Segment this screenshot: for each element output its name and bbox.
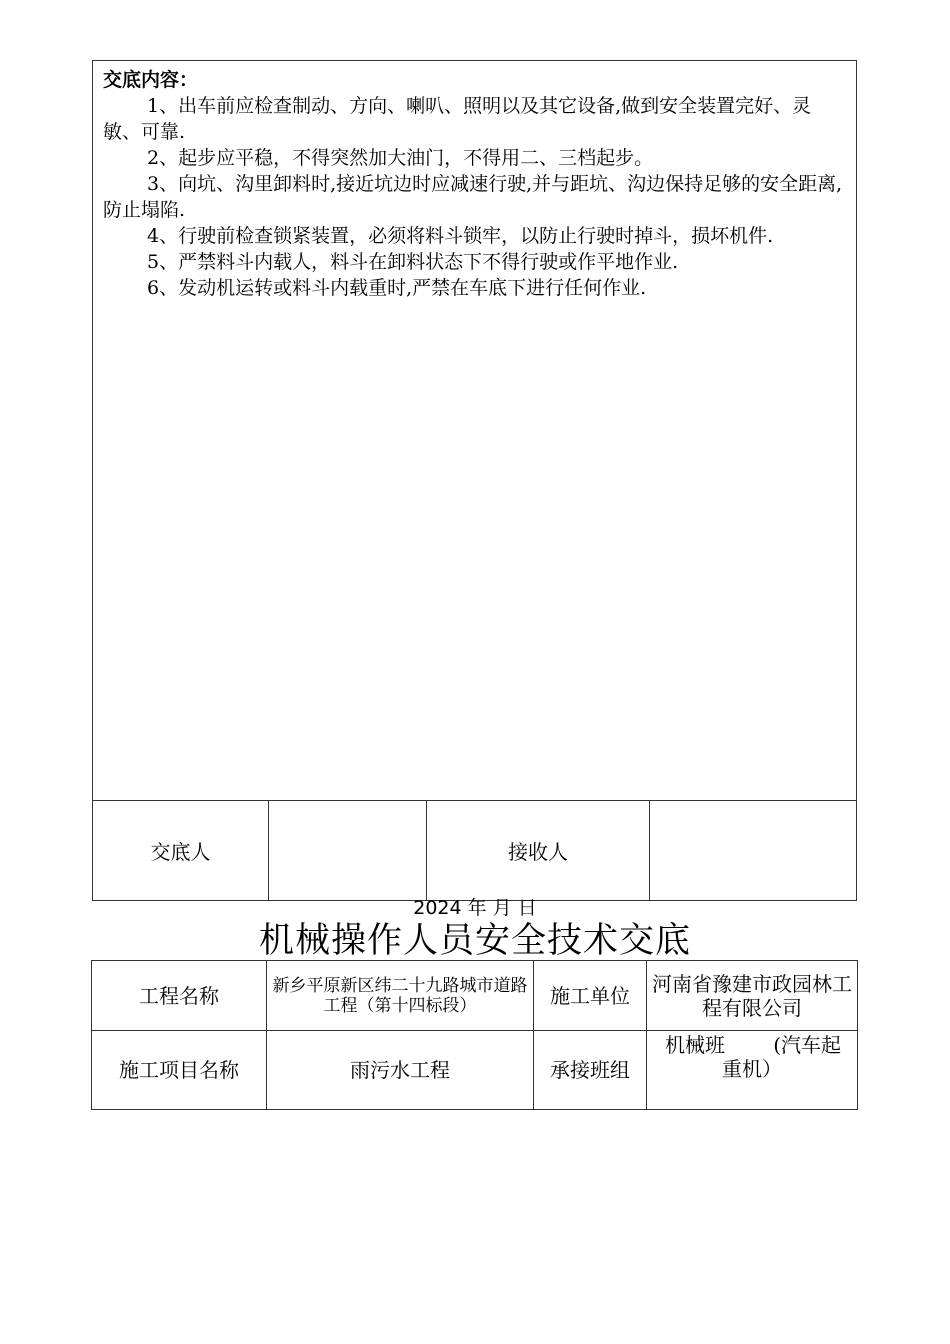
team-value — [647, 1031, 858, 1110]
disclosure-item-3: 3、向坑、沟里卸料时,接近坑边时应减速行驶,并与距坑、沟边保持足够的安全距离,防止塌陷. — [103, 173, 843, 221]
project-info-row-1 — [92, 961, 858, 1031]
contractor-value: 河南省豫建市政园林工程有限公司 — [647, 961, 858, 1031]
disclosure-table — [92, 60, 857, 901]
giver-label: 交底人 — [93, 801, 269, 901]
document-title: 机械操作人员安全技术交底 — [258, 921, 691, 961]
team-label: 承接班组 — [534, 1031, 647, 1110]
date-line: 2024 年 月 日 — [413, 897, 537, 919]
team-value-part1: 机械班 — [665, 1033, 725, 1057]
disclosure-item-1: 1、出车前应检查制动、方向、喇叭、照明以及其它设备,做到安全装置完好、灵敏、可靠. — [103, 95, 812, 143]
project-name-value: 新乡平原新区纬二十九路城市道路工程（第十四标段） — [267, 961, 534, 1031]
disclosure-heading: 交底内容： — [103, 69, 199, 91]
disclosure-item-6: 6、发动机运转或料斗内载重时,严禁在车底下进行任何作业. — [147, 277, 647, 299]
contractor-label: 施工单位 — [534, 961, 647, 1031]
item-name-label: 施工项目名称 — [92, 1031, 267, 1110]
project-info-row-2 — [92, 1031, 858, 1110]
item-name-value: 雨污水工程 — [267, 1031, 534, 1110]
receiver-label: 接收人 — [427, 801, 650, 901]
project-name-label: 工程名称 — [92, 961, 267, 1031]
disclosure-item-4: 4、行驶前检查锁紧装置，必须将料斗锁牢，以防止行驶时掉斗，损坏机件. — [147, 225, 774, 247]
project-info-table — [91, 960, 858, 1110]
disclosure-item-2: 2、起步应平稳，不得突然加大油门，不得用二、三档起步。 — [147, 147, 654, 169]
signature-row — [93, 801, 857, 901]
team-value-part3: 重机） — [722, 1057, 782, 1081]
giver-signature-field[interactable] — [269, 801, 427, 901]
receiver-signature-field[interactable] — [650, 801, 857, 901]
disclosure-content-cell — [93, 61, 857, 801]
team-value-part2: (汽车起 — [773, 1033, 841, 1057]
disclosure-item-5: 5、严禁料斗内载人，料斗在卸料状态下不得行驶或作平地作业. — [147, 251, 679, 273]
